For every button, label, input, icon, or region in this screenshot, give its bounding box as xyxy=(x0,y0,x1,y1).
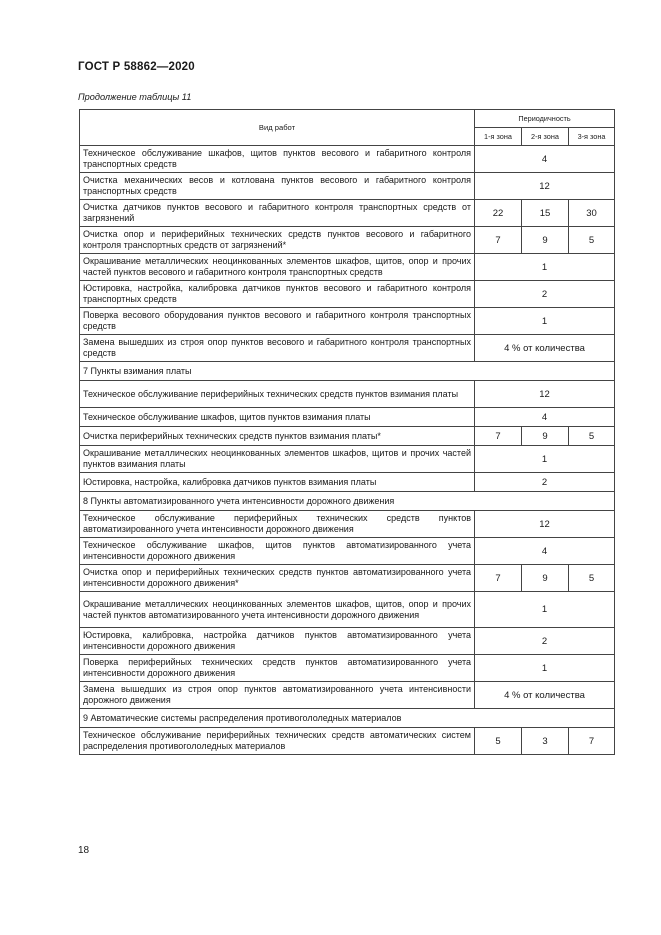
periodicity-cell: 1 xyxy=(475,592,615,628)
work-cell: Очистка периферийных технических средств пунктов взимания платы* xyxy=(80,427,475,446)
table-section-row xyxy=(80,362,615,381)
periodicity-cell: 4 xyxy=(475,408,615,427)
zone-3-cell: 7 xyxy=(569,728,615,755)
work-cell: Поверка весового оборудования пунктов весового и габаритного контроля транспортных средств xyxy=(80,308,475,335)
section-heading: 8 Пункты автоматизированного учета интенсивности дорожного движения xyxy=(80,492,615,511)
table-row xyxy=(80,408,615,427)
table-row xyxy=(80,592,615,628)
work-cell: Окрашивание металлических неоцинкованных элементов шкафов, щитов и прочих частей пунктов взимания платы xyxy=(80,446,475,473)
table-row xyxy=(80,565,615,592)
table-row xyxy=(80,538,615,565)
work-cell: Техническое обслуживание шкафов, щитов пунктов весового и габаритного контроля транспортных средств xyxy=(80,146,475,173)
periodicity-cell: 1 xyxy=(475,446,615,473)
zone-2-cell: 15 xyxy=(522,200,569,227)
work-cell: Техническое обслуживание периферийных технических средств пунктов автоматизированного учета интенсивности дорожного движения xyxy=(80,511,475,538)
work-cell: Техническое обслуживание периферийных технических средств автоматических систем распределения противогололедных материалов xyxy=(80,728,475,755)
zone-1-cell: 22 xyxy=(475,200,522,227)
zone-1-cell: 7 xyxy=(475,227,522,254)
zone-2-cell: 9 xyxy=(522,565,569,592)
zone-1-cell: 7 xyxy=(475,565,522,592)
column-header-zone-2: 2-я зона xyxy=(522,128,569,146)
work-cell: Техническое обслуживание периферийных технических средств пунктов взимания платы xyxy=(80,381,475,408)
periodicity-cell: 1 xyxy=(475,655,615,682)
periodicity-cell: 12 xyxy=(475,173,615,200)
column-header-work-type: Вид работ xyxy=(80,110,475,146)
table-section-row xyxy=(80,709,615,728)
page-number: 18 xyxy=(78,845,90,856)
zone-3-cell: 5 xyxy=(569,427,615,446)
periodicity-cell: 12 xyxy=(475,381,615,408)
table-row xyxy=(80,728,615,755)
zone-1-cell: 5 xyxy=(475,728,522,755)
periodicity-cell: 4 % от количества xyxy=(475,682,615,709)
zone-2-cell: 9 xyxy=(522,427,569,446)
periodicity-cell: 1 xyxy=(475,254,615,281)
work-cell: Очистка опор и периферийных технических средств пунктов автоматизированного учета интенсивности дорожного движения* xyxy=(80,565,475,592)
table-caption: Продолжение таблицы 11 xyxy=(78,92,192,102)
periodicity-cell: 2 xyxy=(475,628,615,655)
zone-3-cell: 30 xyxy=(569,200,615,227)
table-row xyxy=(80,173,615,200)
periodicity-cell: 2 xyxy=(475,473,615,492)
zone-2-cell: 9 xyxy=(522,227,569,254)
zone-1-cell: 7 xyxy=(475,427,522,446)
table-row xyxy=(80,381,615,408)
periodicity-cell: 1 xyxy=(475,308,615,335)
table-row xyxy=(80,427,615,446)
table-row xyxy=(80,281,615,308)
work-cell: Окрашивание металлических неоцинкованных элементов шкафов, щитов, опор и прочих частей пунктов весового и габаритного контроля транспортных средств xyxy=(80,254,475,281)
work-cell: Очистка опор и периферийных технических средств пунктов весового и габаритного контроля транспортных средств от загрязнений* xyxy=(80,227,475,254)
table-row xyxy=(80,511,615,538)
column-header-zone-3: 3-я зона xyxy=(569,128,615,146)
work-cell: Юстировка, калибровка, настройка датчиков пунктов автоматизированного учета интенсивности дорожного движения xyxy=(80,628,475,655)
maintenance-table xyxy=(79,109,615,755)
section-heading: 7 Пункты взимания платы xyxy=(80,362,615,381)
periodicity-cell: 4 xyxy=(475,146,615,173)
table-section-row xyxy=(80,492,615,511)
table-row xyxy=(80,446,615,473)
work-cell: Очистка механических весов и котлована пунктов весового и габаритного контроля транспортных средств xyxy=(80,173,475,200)
work-cell: Замена вышедших из строя опор пунктов весового и габаритного контроля транспортных средств xyxy=(80,335,475,362)
periodicity-cell: 12 xyxy=(475,511,615,538)
zone-3-cell: 5 xyxy=(569,227,615,254)
periodicity-cell: 2 xyxy=(475,281,615,308)
table-row xyxy=(80,308,615,335)
periodicity-cell: 4 xyxy=(475,538,615,565)
zone-2-cell: 3 xyxy=(522,728,569,755)
table-row xyxy=(80,655,615,682)
table-row xyxy=(80,473,615,492)
table-row xyxy=(80,254,615,281)
table-row xyxy=(80,146,615,173)
column-header-periodicity: Периодичность xyxy=(475,110,615,128)
work-cell: Юстировка, настройка, калибровка датчиков пунктов весового и габаритного контроля транспортных средств xyxy=(80,281,475,308)
periodicity-cell: 4 % от количества xyxy=(475,335,615,362)
work-cell: Техническое обслуживание шкафов, щитов пунктов автоматизированного учета интенсивности дорожного движения xyxy=(80,538,475,565)
table-row xyxy=(80,200,615,227)
work-cell: Юстировка, настройка, калибровка датчиков пунктов взимания платы xyxy=(80,473,475,492)
work-cell: Поверка периферийных технических средств пунктов автоматизированного учета интенсивности дорожного движения xyxy=(80,655,475,682)
table-row xyxy=(80,227,615,254)
document-header: ГОСТ Р 58862—2020 xyxy=(78,61,195,73)
work-cell: Очистка датчиков пунктов весового и габаритного контроля транспортных средств от загрязнений xyxy=(80,200,475,227)
table-row xyxy=(80,682,615,709)
table-row xyxy=(80,628,615,655)
work-cell: Техническое обслуживание шкафов, щитов пунктов взимания платы xyxy=(80,408,475,427)
column-header-zone-1: 1-я зона xyxy=(475,128,522,146)
section-heading: 9 Автоматические системы распределения противогололедных материалов xyxy=(80,709,615,728)
zone-3-cell: 5 xyxy=(569,565,615,592)
work-cell: Замена вышедших из строя опор пунктов автоматизированного учета интенсивности дорожного движения xyxy=(80,682,475,709)
work-cell: Окрашивание металлических неоцинкованных элементов шкафов, щитов, опор и прочих частей пунктов автоматизированного учета интенсивности дорожного движения xyxy=(80,592,475,628)
table-row xyxy=(80,335,615,362)
